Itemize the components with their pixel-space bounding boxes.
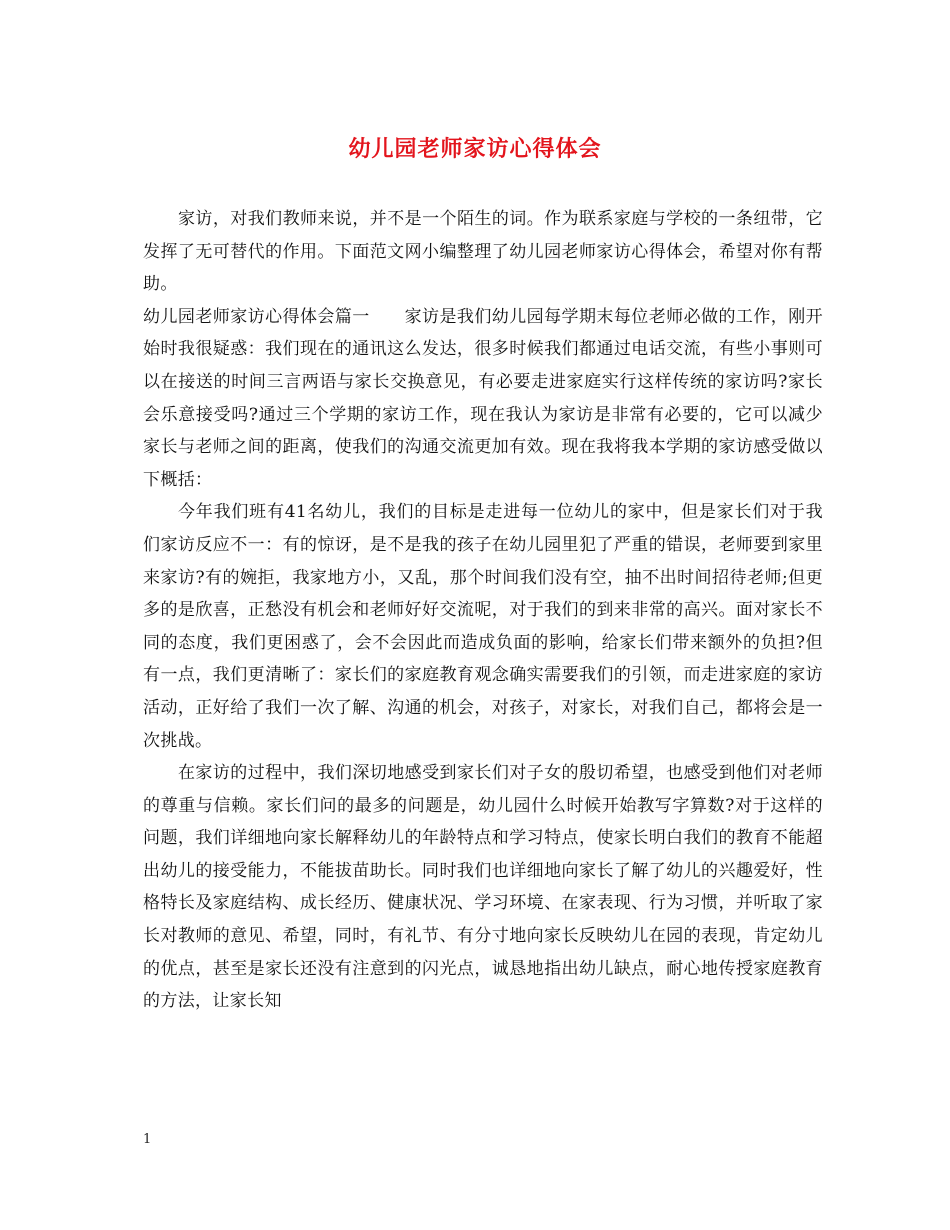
paragraph-intro: 家访，对我们教师来说，并不是一个陌生的词。作为联系家庭与学校的一条纽带，它发挥了无可替代的作用。下面范文网小编整理了幼儿园老师家访心得体会，希望对你有帮助。 [143,209,823,295]
paragraph-class-visits: 今年我们班有41名幼儿，我们的目标是走进每一位幼儿的家中，但是家长们对于我们家访反应不一：有的惊讶，是不是我的孩子在幼儿园里犯了严重的错误，老师要到家里来家访?有的婉拒，我家地方小，又乱，那个时间我们没有空，抽不出时间招待老师;但更多的是欣喜，正愁没有机会和老师好好交流呢，对于我们的到来非常的高兴。面对家长不同的态度，我们更困惑了，会不会因此而造成负面的影响，给家长们带来额外的负担?但有一点，我们更清晰了：家长们的家庭教育观念确实需要我们的引领，而走进家庭的家访活动，正好给了我们一次了解、沟通的机会，对孩子，对家长，对我们自己，都将会是一次挑战。 [143,502,823,751]
paragraph-visit-process: 在家访的过程中，我们深切地感受到家长们对子女的殷切希望，也感受到他们对老师的尊重与信赖。家长们问的最多的问题是，幼儿园什么时候开始教写字算数?对于这样的问题，我们详细地向家长解释幼儿的年龄特点和学习特点，使家长明白我们的教育不能超出幼儿的接受能力，不能拔苗助长。同时我们也详细地向家长了解了幼儿的兴趣爱好，性格特长及家庭结构、成长经历、健康状况、学习环境、在家表现、行为习惯，并听取了家长对教师的意见、希望，同时，有礼节、有分寸地向家长反映幼儿在园的表现，肯定幼儿的优点，甚至是家长还没有注意到的闪光点，诚恳地指出幼儿缺点，耐心地传授家庭教育的方法，让家长知 [143,763,823,1012]
paragraph-section-one: 幼儿园老师家访心得体会篇一 家访是我们幼儿园每学期末每位老师必做的工作，刚开始时我很疑惑：我们现在的通讯这么发达，很多时候我们都通过电话交流，有些小事则可以在接送的时间三言两语与家长交换意见，有必要走进家庭实行这样传统的家访吗?家长会乐意接受吗?通过三个学期的家访工作，现在我认为家访是非常有必要的，它可以减少家长与老师之间的距离，使我们的沟通交流更加有效。现在我将我本学期的家访感受做以下概括： [143,306,823,490]
document-body [143,203,823,1018]
page-number: 1 [143,1132,152,1147]
page-title: 幼儿园老师家访心得体会 [348,136,602,162]
